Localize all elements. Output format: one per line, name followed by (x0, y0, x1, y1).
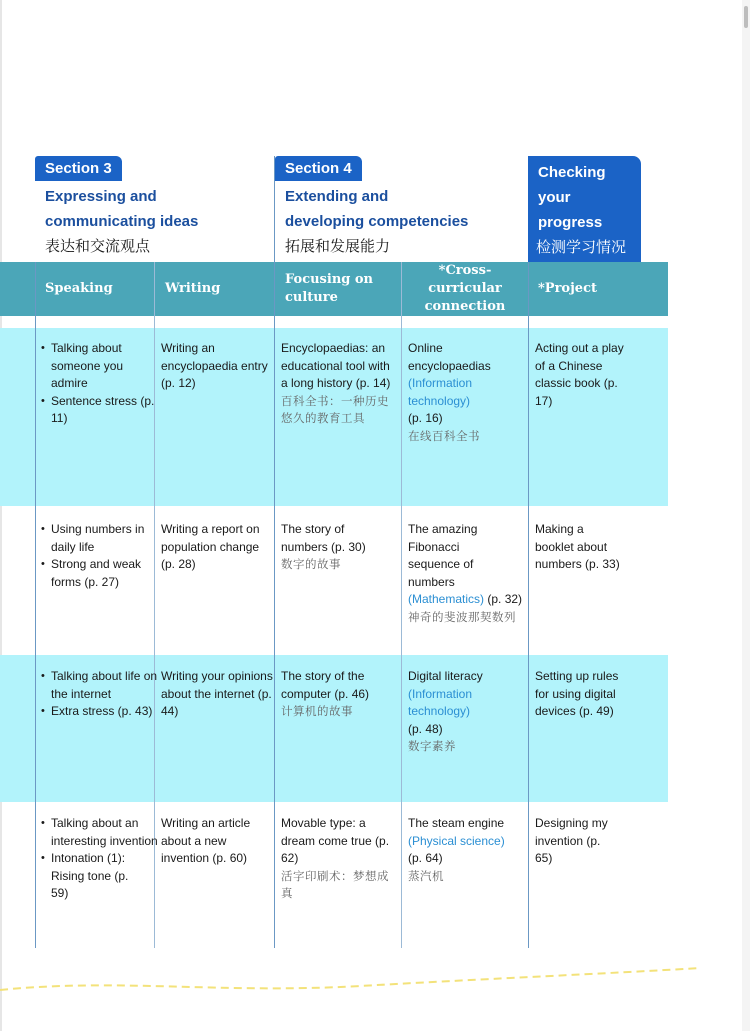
section-4-tab: Section 4 (275, 156, 362, 181)
cross-subject: (Information technology) (408, 686, 473, 718)
row-2-culture (281, 521, 393, 574)
section-4-title-line1: Extending and (285, 188, 389, 205)
row-2-writing: Writing a report on population change (p. 28) (161, 522, 260, 571)
row-3-writing: Writing your opinions about the internet (p. 44) (161, 669, 273, 718)
column-header-cross-curricular: *Cross-curricular connection (424, 263, 506, 314)
cross-subject: (Information technology) (408, 376, 473, 408)
row-4-speaking (41, 815, 159, 903)
cross-page: (p. 64) (408, 851, 443, 865)
list-item: • Talking about someone you admire (41, 341, 124, 390)
cross-subject: (Physical science) (408, 833, 505, 848)
list-item: • Sentence stress (p. 11) (41, 393, 155, 425)
row-3-culture (281, 668, 393, 721)
column-divider (274, 156, 275, 948)
list-item: • Extra stress (p. 43) (41, 704, 153, 718)
section-4-title-zh: 拓展和发展能力 (285, 237, 391, 255)
row-4-culture (281, 815, 393, 903)
row-1-culture (281, 340, 393, 428)
column-header-culture: Focusing on culture (285, 272, 374, 305)
speaking-item-text: Strong and weak forms (p. 27) (51, 557, 142, 589)
culture-text-zh: 活字印刷术：梦想成真 (281, 868, 389, 900)
checking-progress-title: Checking your progress (538, 164, 606, 231)
cross-text-zh: 神奇的斐波那契数列 (408, 609, 516, 624)
page-left-edge (0, 0, 2, 1031)
culture-text: Encyclopaedias: an educational tool with a long history (p. 14) (281, 341, 391, 390)
list-item: • Talking about an interesting invention (41, 816, 158, 848)
row-4-cross-curricular (408, 815, 524, 885)
row-1-project: Acting out a play of a Chinese classic book (p. 17) (535, 341, 624, 408)
row-4-writing: Writing an article about a new invention (p. 60) (161, 816, 251, 865)
row-1-writing: Writing an encyclopaedia entry (p. 12) (161, 341, 268, 390)
column-divider (401, 262, 402, 948)
list-item: • Talking about life on the internet (41, 669, 158, 701)
section-3-title-zh: 表达和交流观点 (45, 237, 151, 255)
cross-page: (p. 48) (408, 721, 443, 736)
cross-text: Digital literacy (408, 669, 483, 683)
list-item: • Using numbers in daily life (41, 522, 145, 554)
column-header-speaking: Speaking (45, 281, 113, 296)
checking-progress-title-zh: 检测学习情况 (536, 238, 627, 256)
culture-text-zh: 计算机的故事 (281, 704, 353, 718)
scrollbar[interactable] (742, 0, 750, 1031)
row-3-speaking (41, 668, 159, 721)
row-1-speaking (41, 340, 159, 428)
row-3-cross-curricular (408, 668, 524, 756)
cross-page: (p. 16) (408, 411, 443, 425)
column-header-writing: Writing (165, 281, 221, 296)
culture-text-zh: 百科全书：一种历史悠久的教育工具 (281, 393, 389, 425)
speaking-item-text: Intonation (1): Rising tone (p. 59) (51, 851, 129, 900)
speaking-item-text: Sentence stress (p. 11) (51, 393, 155, 425)
cross-text: Online encyclopaedias (408, 341, 491, 373)
decorative-wave (0, 960, 750, 1000)
checking-progress-box (528, 156, 641, 262)
cross-page: (p. 32) (487, 592, 523, 606)
row-3-project: Setting up rules for using digital devices (p. 49) (535, 669, 619, 718)
scrollbar-thumb[interactable] (744, 6, 748, 28)
cross-text: The amazing Fibonacci sequence of numbers (408, 522, 478, 589)
speaking-item-text: Using numbers in daily life (51, 522, 145, 554)
culture-text: The story of the computer (p. 46) (281, 669, 370, 701)
cross-text-zh: 在线百科全书 (408, 428, 480, 443)
speaking-item-text: Extra stress (p. 43) (51, 704, 153, 718)
row-2-project: Making a booklet about numbers (p. 33) (535, 522, 620, 571)
culture-text-zh: 数字的故事 (281, 557, 341, 571)
culture-text: Movable type: a dream come true (p. 62) (281, 816, 390, 865)
column-divider (528, 262, 529, 948)
cross-text: The steam engine (408, 816, 505, 830)
list-item: • Intonation (1): Rising tone (p. 59) (41, 850, 159, 903)
section-3-tab: Section 3 (35, 156, 122, 181)
section-3-title-line2: communicating ideas (45, 213, 199, 230)
column-divider (35, 262, 36, 948)
cross-subject: (Mathematics) (408, 592, 485, 606)
section-4-title-line2: developing competencies (285, 213, 469, 230)
list-item: • Strong and weak forms (p. 27) (41, 557, 142, 589)
cross-text-zh: 蒸汽机 (408, 868, 444, 883)
cross-text-zh: 数字素养 (408, 739, 456, 753)
row-2-cross-curricular (408, 521, 524, 626)
speaking-item-text: Talking about an interesting invention (51, 816, 158, 848)
row-1-cross-curricular (408, 340, 524, 445)
section-3-title-line1: Expressing and (45, 188, 157, 205)
row-4-project: Designing my invention (p. 65) (535, 816, 608, 865)
speaking-item-text: Talking about life on the internet (51, 669, 158, 701)
culture-text: The story of numbers (p. 30) (281, 522, 366, 554)
row-2-speaking (41, 521, 159, 591)
column-header-project: *Project (538, 281, 597, 296)
cross-subject-row (408, 591, 524, 609)
speaking-item-text: Talking about someone you admire (51, 341, 124, 390)
